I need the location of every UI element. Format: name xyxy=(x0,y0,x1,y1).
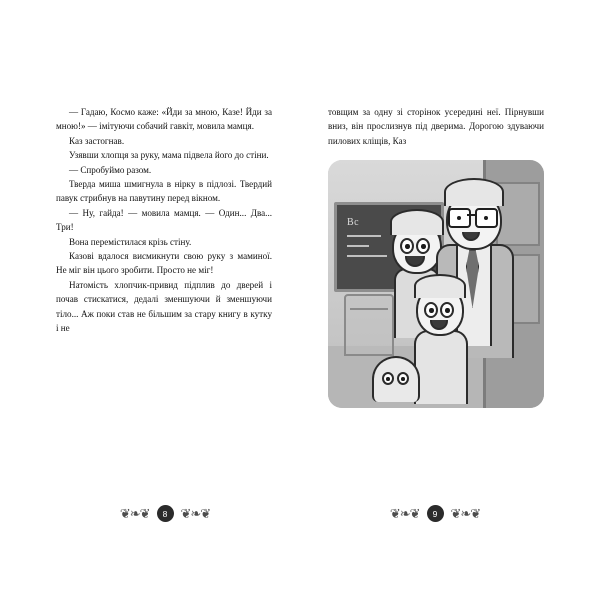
pupil xyxy=(445,308,450,313)
ghost-pet-eye-right xyxy=(397,372,409,385)
pupil xyxy=(401,377,405,381)
paragraph: — Ну, гайда! — мовила мамця. — Один... Два... Три! xyxy=(56,207,272,233)
glasses-lens-left xyxy=(448,208,471,228)
flourish-left-icon: ❦❧❦ xyxy=(119,506,150,521)
paragraph: Вона перемістилася крізь стіну. xyxy=(69,236,192,247)
left-page-footer xyxy=(30,505,300,522)
pupil xyxy=(386,377,390,381)
glasses-bridge xyxy=(467,214,475,216)
right-page-footer xyxy=(300,505,570,522)
ghost-father-hair xyxy=(444,178,504,206)
ghost-pet xyxy=(372,356,420,402)
paragraph: Узявши хлопця за руку, мама підвела його до стіни. xyxy=(69,150,269,161)
flourish-right-icon: ❦❧❦ xyxy=(180,506,211,521)
ghost-pet-eye-left xyxy=(382,372,394,385)
paragraph: товщим за одну зі сторінок усередині неї. Пірнувши вниз, він прослизнув під дверима. Дорогою здуваючи пилових кліщів, Каз xyxy=(328,107,544,146)
book-area xyxy=(30,105,570,530)
right-page xyxy=(300,105,570,530)
page-number: 8 xyxy=(157,505,174,522)
ghost-child-hair xyxy=(414,274,466,298)
glasses-icon xyxy=(448,208,496,224)
pupil xyxy=(405,244,410,249)
paragraph: — Спробуймо разом. xyxy=(69,164,152,175)
paragraph: Казові вдалося висмикнути свою руку з маминої. Не міг він цього зробити. Просто не міг! xyxy=(56,251,272,276)
ghost-child-body xyxy=(414,330,468,404)
chalkboard-line xyxy=(347,245,369,247)
paragraph: — Гадаю, Космо каже: «Йди за мною, Казе! Йди за мною!» — імітуючи собачий гавкіт, мовила мамця. xyxy=(56,107,272,132)
flourish-left-icon: ❦❧❦ xyxy=(389,506,420,521)
family-ghosts-classroom-illustration xyxy=(328,160,544,408)
pupil xyxy=(429,308,434,313)
paragraph: Каз застогнав. xyxy=(69,135,125,146)
flourish-right-icon: ❦❧❦ xyxy=(450,506,481,521)
paragraph: Тверда миша шмигнула в нірку в підлозі. Твердий павук стрибнув на павутину перед вікном. xyxy=(56,179,272,204)
chalkboard-line xyxy=(347,235,381,237)
chalkboard-text: Вс xyxy=(347,217,360,229)
pupil xyxy=(457,216,461,220)
left-page xyxy=(30,105,300,530)
pupil xyxy=(484,216,488,220)
right-page-text xyxy=(328,105,544,148)
left-page-text xyxy=(56,105,272,336)
page-number: 9 xyxy=(427,505,444,522)
paragraph: Натомість хлопчик-привид підплив до дверей і почав стискатися, дедалі зменшуючи й зменшуючи тіло... Аж поки став не більшим за стару книгу в кутку і не xyxy=(56,279,272,334)
glasses-lens-right xyxy=(475,208,498,228)
pupil xyxy=(421,244,426,249)
